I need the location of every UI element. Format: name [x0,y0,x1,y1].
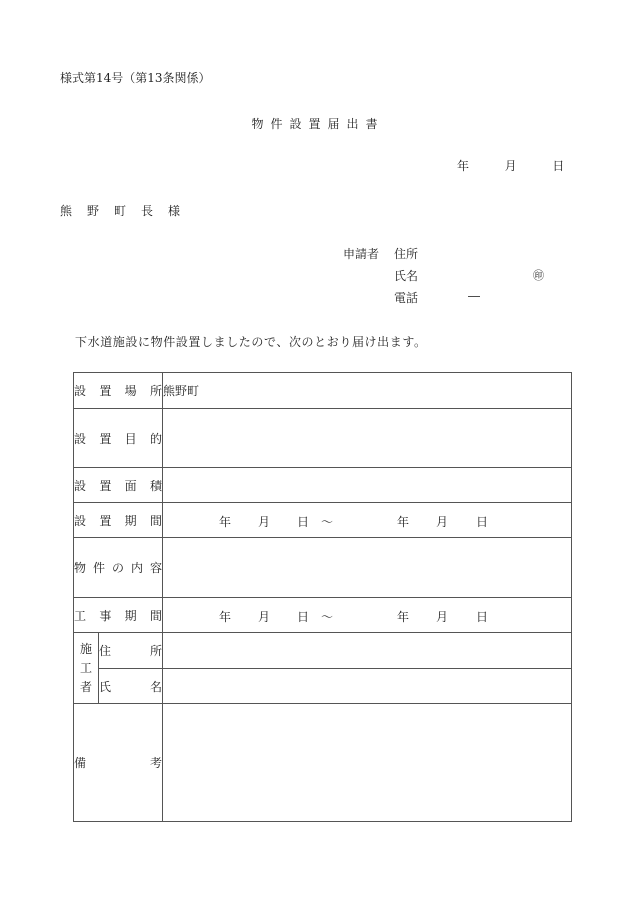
area-value[interactable] [163,468,572,503]
purpose-label: 設置目的 [74,409,163,468]
applicant-label: 申請者 [343,247,380,261]
applicant-address-label: 住所 [394,247,419,261]
table-row-remarks [74,704,572,822]
table-row-purpose [74,409,572,468]
start-month-label: 月 [258,515,271,529]
content-value[interactable] [163,538,572,598]
document-title: 物件設置届出書 [251,117,385,131]
contractor-name-label: 氏名 [99,669,163,704]
submission-date [457,157,564,174]
installation-period-label: 設置期間 [74,503,163,538]
end-day-label: 日 [476,610,489,624]
addressee: 熊野町長様 [60,204,196,218]
installation-form-table [73,372,572,822]
installation-period-value[interactable] [163,503,572,538]
end-month-label: 月 [436,610,449,624]
start-year-label: 年 [219,610,232,624]
phone-separator: ― [468,289,480,303]
date-day-label: 日 [552,159,565,173]
table-row-area [74,468,572,503]
start-day-label: 日 [297,610,310,624]
work-period-label: 工事期間 [74,598,163,633]
remarks-value[interactable] [163,704,572,822]
table-row-content [74,538,572,598]
work-period-value[interactable] [163,598,572,633]
location-label: 設置場所 [74,373,163,409]
intro-text: 下水道施設に物件設置しましたので、次のとおり届け出ます。 [75,335,427,349]
start-day-label: 日 [297,515,310,529]
end-year-label: 年 [397,610,410,624]
table-row-contractor-name [74,669,572,704]
tilde-separator: ～ [321,610,334,624]
contractor-group-label: 施 工 者 [74,633,99,704]
start-month-label: 月 [258,610,271,624]
end-month-label: 月 [436,515,449,529]
date-month-label: 月 [504,159,517,173]
table-row-location [74,373,572,409]
location-value[interactable]: 熊野町 [163,373,572,409]
table-row-contractor-address [74,633,572,669]
content-label: 物件の内容 [74,538,163,598]
area-label: 設置面積 [74,468,163,503]
end-year-label: 年 [397,515,410,529]
table-row-work-period [74,598,572,633]
tilde-separator: ～ [321,515,334,529]
start-year-label: 年 [219,515,232,529]
seal-icon: ㊞ [533,269,544,282]
applicant-phone-label: 電話 [394,291,419,305]
contractor-address-label: 住所 [99,633,163,669]
contractor-address-value[interactable] [163,633,572,669]
applicant-name-label: 氏名 [394,269,419,283]
table-row-installation-period [74,503,572,538]
form-number: 様式第14号（第13条関係） [60,71,211,85]
remarks-label: 備 考 [74,704,163,822]
date-year-label: 年 [457,159,470,173]
purpose-value[interactable] [163,409,572,468]
contractor-name-value[interactable] [163,669,572,704]
end-day-label: 日 [476,515,489,529]
